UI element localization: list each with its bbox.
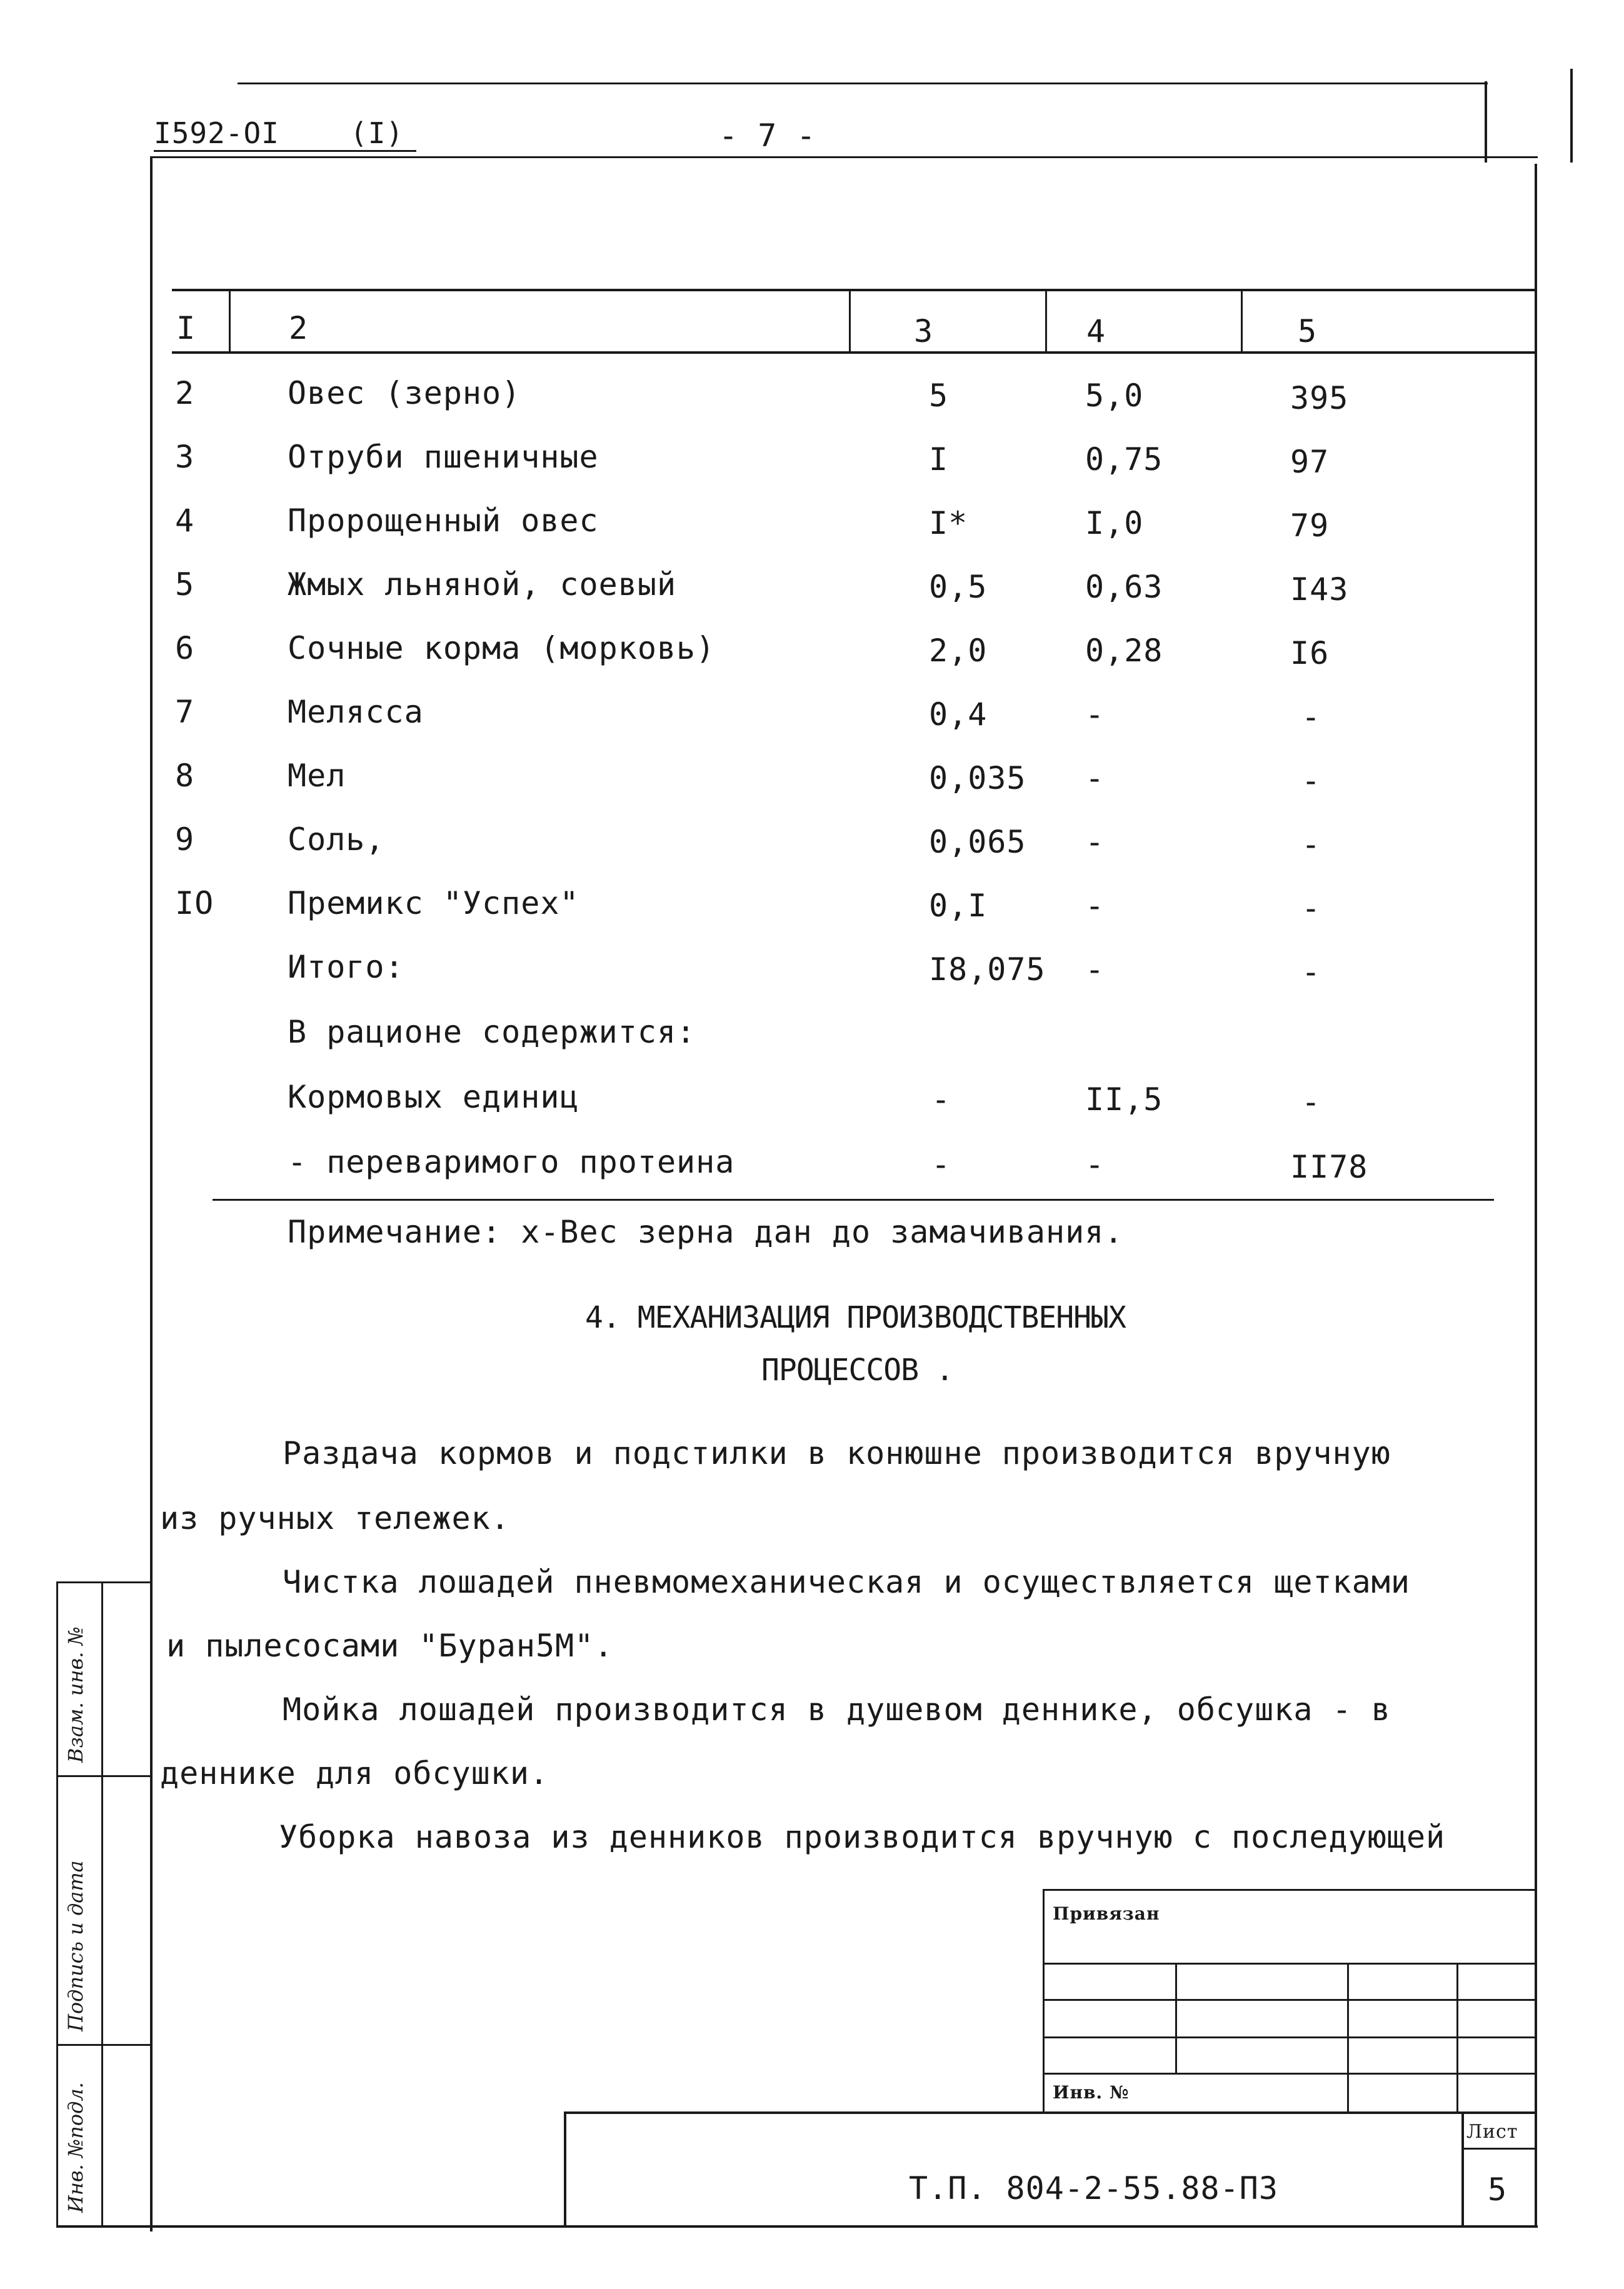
title-block-grid-4 — [1043, 2073, 1536, 2075]
row-col5: - — [1301, 763, 1321, 799]
body-line-5: Мойка лошадей производится в душевом деннике, обсушка - в — [283, 1691, 1391, 1728]
row-col4: 0,63 — [1085, 569, 1163, 605]
title-block-col-3 — [1456, 1963, 1458, 2113]
row-name: Итого: — [288, 949, 404, 985]
row-col3: I — [929, 441, 949, 478]
table-col-sep-2 — [849, 289, 851, 351]
row-number: 9 — [175, 821, 195, 858]
row-name: Кормовых единиц — [288, 1079, 579, 1115]
title-block-col-1 — [1175, 1963, 1177, 2073]
table-col-sep-4 — [1241, 289, 1243, 351]
title-block-top — [1043, 1889, 1536, 1891]
table-header-1: I — [176, 310, 196, 346]
side-stamp-right — [101, 1581, 103, 2225]
sheet-number: 5 — [1488, 2171, 1508, 2208]
row-col5: 97 — [1290, 444, 1330, 480]
body-line-1: Раздача кормов и подстилки в конюшне производится вручную — [283, 1435, 1391, 1471]
row-col4: 0,75 — [1085, 441, 1163, 478]
side-stamp-left — [56, 1581, 58, 2225]
row-col5: II78 — [1290, 1149, 1368, 1185]
side-label-vzam-inv: Взам. инв. № — [64, 1626, 88, 1763]
sheet-label: Лист — [1466, 2121, 1518, 2143]
row-col5: I6 — [1290, 635, 1330, 671]
body-line-7: Уборка навоза из денников производится вручную с последующей — [279, 1819, 1446, 1855]
row-col4: 0,28 — [1085, 633, 1163, 669]
doc-part: (I) — [350, 116, 404, 150]
row-col3: 0,I — [929, 888, 988, 924]
sheet-box-divider — [1461, 2148, 1535, 2150]
row-col3: - — [931, 1081, 951, 1118]
row-col5: - — [1301, 954, 1321, 990]
table-header-line — [172, 351, 1535, 354]
bound-label: Привязан — [1053, 1903, 1160, 1924]
sheet-box-left — [1461, 2111, 1464, 2226]
page-label: - 7 - — [719, 118, 816, 154]
body-line-2: из ручных тележек. — [160, 1500, 510, 1536]
table-header-2: 2 — [289, 310, 309, 346]
body-line-6: деннике для обсушки. — [160, 1755, 549, 1791]
row-col4: - — [1085, 696, 1105, 733]
row-name: В рационе содержится: — [288, 1014, 696, 1050]
designation-box-left — [564, 2111, 566, 2226]
side-stamp-top — [56, 1581, 150, 1583]
row-col4: - — [1085, 824, 1105, 860]
row-col4: I,0 — [1085, 505, 1144, 541]
designation-box-top — [564, 2111, 1536, 2114]
side-stamp-sep-1 — [56, 1775, 150, 1777]
title-block-grid-1 — [1043, 1963, 1536, 1965]
row-number: 3 — [175, 439, 195, 475]
table-top-line — [172, 289, 1535, 291]
table-col-sep-3 — [1045, 289, 1047, 351]
row-number: 2 — [175, 375, 195, 411]
row-name: Мелясса — [288, 694, 424, 730]
doc-code: I592-OI — [154, 116, 279, 150]
row-col5: 395 — [1290, 380, 1349, 416]
row-col4: - — [1085, 1146, 1105, 1183]
row-name: Овес (зерно) — [288, 375, 521, 411]
table-header-3: 3 — [914, 313, 934, 349]
row-col4: - — [1085, 951, 1105, 988]
frame-top — [238, 83, 1488, 84]
frame-right-outer — [1570, 69, 1573, 163]
row-name: Отруби пшеничные — [288, 439, 599, 475]
row-col5: - — [1301, 826, 1321, 863]
doc-designation: Т.П. 804-2-55.88-ПЗ — [909, 2170, 1278, 2206]
row-name: Премикс "Успех" — [288, 885, 579, 921]
row-col3: 5 — [929, 378, 949, 414]
row-col3: 2,0 — [929, 633, 988, 669]
body-line-3: Чистка лошадей пневмомеханическая и осуществляется щетками — [283, 1564, 1410, 1600]
row-col5: - — [1301, 699, 1321, 735]
row-col4: - — [1085, 760, 1105, 796]
row-col4: 5,0 — [1085, 378, 1144, 414]
row-col3: 0,035 — [929, 760, 1026, 796]
row-col3: I* — [929, 505, 968, 541]
table-bottom-line — [213, 1199, 1494, 1201]
row-col3: 0,4 — [929, 696, 988, 733]
side-stamp-sep-2 — [56, 2044, 150, 2046]
table-header-5: 5 — [1298, 313, 1318, 349]
title-block-col-2 — [1347, 1963, 1349, 2113]
row-col4: II,5 — [1085, 1081, 1163, 1118]
row-col5: - — [1301, 890, 1321, 926]
row-name: Мел — [288, 758, 346, 794]
frame-top-inner — [150, 156, 1538, 158]
row-col3: I8,075 — [929, 951, 1046, 988]
row-number: 6 — [175, 630, 195, 666]
table-header-4: 4 — [1086, 313, 1106, 349]
table-note: Примечание: х-Вес зерна дан до замачивания. — [288, 1214, 1124, 1250]
section-title-line-1: 4. МЕХАНИЗАЦИЯ ПРОИЗВОДСТВЕННЫХ — [585, 1300, 1126, 1335]
frame-left — [150, 156, 153, 2231]
title-block-left — [1043, 1889, 1045, 2114]
frame-right-upper — [1485, 81, 1487, 163]
table-col-sep-1 — [229, 289, 231, 351]
row-col5: I43 — [1290, 571, 1349, 608]
frame-right — [1535, 164, 1537, 2226]
side-label-inv-orig: Инв. №подл. — [64, 2082, 88, 2213]
side-label-sign-date: Подпись и дата — [64, 1860, 88, 2031]
frame-bottom — [56, 2225, 1538, 2228]
row-name: - переваримого протеина — [288, 1144, 735, 1180]
row-col4: - — [1085, 888, 1105, 924]
row-number: 7 — [175, 694, 195, 730]
row-col3: - — [931, 1146, 951, 1183]
row-col3: 0,065 — [929, 824, 1026, 860]
row-number: IO — [175, 885, 214, 921]
row-name: Жмых льняной, соевый — [288, 566, 677, 603]
section-title-line-2: ПРОЦЕССОВ . — [761, 1353, 953, 1388]
header-underline — [154, 150, 416, 152]
row-name: Сочные корма (морковь) — [288, 630, 716, 666]
row-number: 5 — [175, 566, 195, 603]
row-number: 8 — [175, 758, 195, 794]
row-number: 4 — [175, 503, 195, 539]
row-col5: 79 — [1290, 508, 1330, 544]
row-col3: 0,5 — [929, 569, 988, 605]
row-name: Пророщенный овес — [288, 503, 599, 539]
title-block-grid-3 — [1043, 2036, 1536, 2038]
body-line-4: и пылесосами "Буран5М". — [166, 1628, 614, 1664]
inv-label: Инв. № — [1053, 2082, 1130, 2103]
row-col5: - — [1301, 1084, 1321, 1120]
row-name: Соль, — [288, 821, 385, 858]
title-block-grid-2 — [1043, 1999, 1536, 2001]
